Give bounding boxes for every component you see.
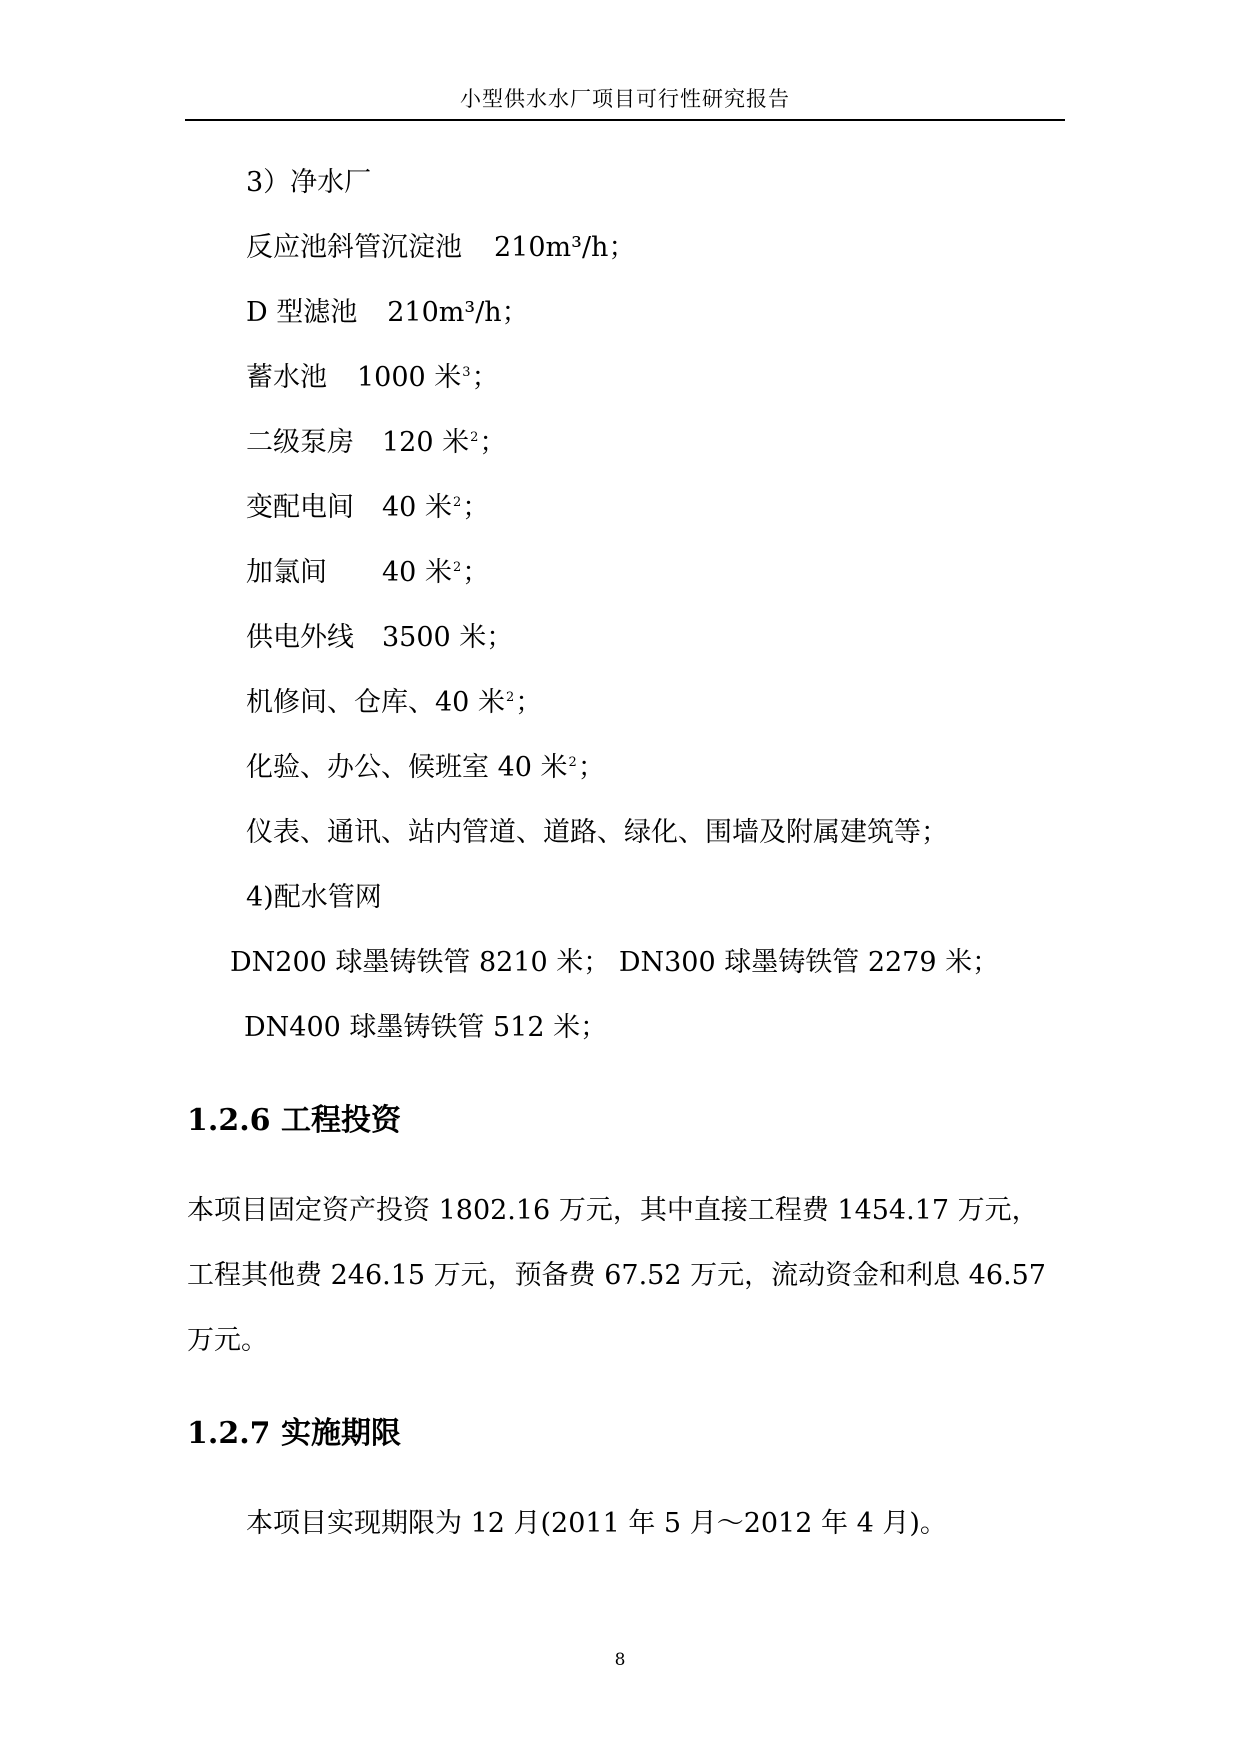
investment-line-3: 万元。 <box>187 1325 268 1356</box>
item-repair-warehouse <box>246 686 542 720</box>
item-value: 40 米 <box>382 557 452 588</box>
item-value: 40 米 <box>382 492 452 523</box>
unit-superscript: 2 <box>505 690 515 705</box>
item-name: D 型滤池 <box>246 297 358 328</box>
investment-line-1: 本项目固定资产投资 1802.16 万元，其中直接工程费 1454.17 万元， <box>187 1195 1039 1226</box>
item-reaction-tank <box>246 231 635 265</box>
item-end: ； <box>462 557 490 588</box>
unit-superscript: 2 <box>470 430 479 445</box>
unit-superscript: 3 <box>462 365 471 380</box>
heading-schedule: 1.2.7 实施期限 <box>187 1416 401 1451</box>
unit-superscript: 2 <box>452 495 462 510</box>
item-end: ； <box>471 362 499 393</box>
heading-investment: 1.2.6 工程投资 <box>187 1103 401 1138</box>
unit-superscript: 2 <box>568 755 577 770</box>
item-value: 210m³/h； <box>494 232 636 263</box>
item-d-filter <box>246 296 529 330</box>
item-name: 变配电间 <box>246 492 354 523</box>
pipe-line-1: DN200 球墨铸铁管 8210 米； DN300 球墨铸铁管 2279 米； <box>230 947 1000 978</box>
item-lab-office <box>246 751 605 785</box>
item-name: 二级泵房 <box>246 427 354 458</box>
item-chlorination <box>246 556 489 590</box>
item-end: ； <box>479 427 507 458</box>
item-text: 机修间、仓库、40 米 <box>246 687 505 718</box>
plant-section-title: 3）净水厂 <box>246 167 372 198</box>
page-number: 8 <box>614 1650 626 1670</box>
item-power-line <box>246 621 513 655</box>
item-pump-house <box>246 426 506 460</box>
item-value: 210m³/h； <box>387 297 529 328</box>
pipe-line-2: DN400 球墨铸铁管 512 米； <box>244 1012 608 1043</box>
item-end: ； <box>515 687 543 718</box>
investment-line-2: 工程其他费 246.15 万元，预备费 67.52 万元，流动资金和利息 46.57 <box>187 1260 1046 1291</box>
item-end: ； <box>577 752 605 783</box>
item-name: 供电外线 <box>246 622 354 653</box>
network-section-title: 4)配水管网 <box>246 882 382 913</box>
item-substation <box>246 491 489 525</box>
item-name: 蓄水池 <box>246 362 327 393</box>
item-value: 120 米 <box>382 427 470 458</box>
item-name: 加氯间 <box>246 557 327 588</box>
schedule-text: 本项目实现期限为 12 月(2011 年 5 月～2012 年 4 月)。 <box>246 1508 947 1539</box>
item-text: 化验、办公、候班室 40 米 <box>246 752 568 783</box>
item-end: ； <box>462 492 490 523</box>
item-value: 3500 米； <box>382 622 514 653</box>
item-value: 1000 米 <box>357 362 462 393</box>
item-name: 反应池斜管沉淀池 <box>246 232 462 263</box>
item-reservoir <box>246 361 499 395</box>
item-misc-facilities: 仪表、通讯、站内管道、道路、绿化、围墙及附属建筑等； <box>246 817 948 848</box>
header-divider <box>185 119 1065 121</box>
unit-superscript: 2 <box>452 560 462 575</box>
page-header-title: 小型供水水厂项目可行性研究报告 <box>460 87 790 111</box>
